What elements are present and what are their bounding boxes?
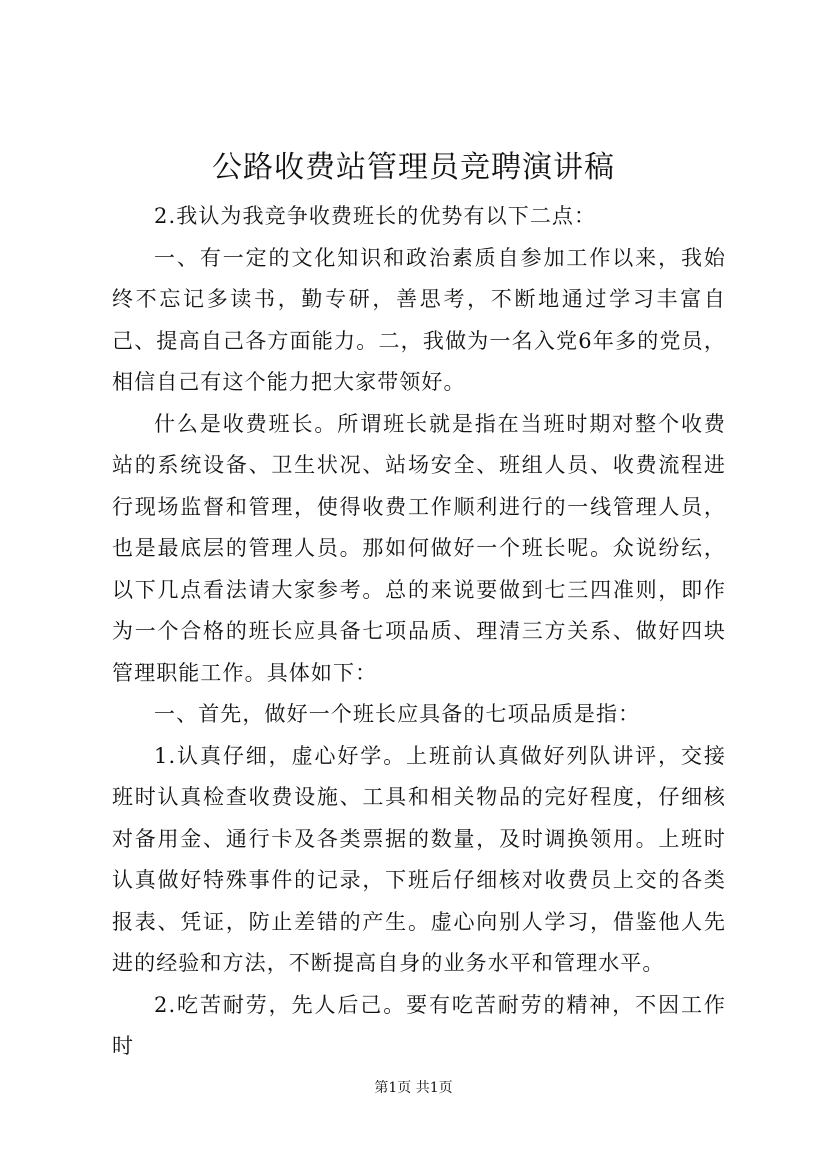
document-title: 公路收费站管理员竞聘演讲稿 (212, 150, 615, 185)
page-number-footer: 第1页 共1页 (374, 1080, 453, 1096)
paragraph: 1.认真仔细，虚心好学。上班前认真做好列队讲评，交接班时认真检查收费设施、工具和相关物品的完好程度，仔细核对备用金、通行卡及各类票据的数量，及时调换领用。上班时认真做好特殊事件的记录，下班后仔细核对收费员上交的各类报表、凭证，防止差错的产生。虚心向别人学习，借鉴他人先进的经验和方法，不断提高自身的业务水平和管理水平。 (112, 743, 726, 975)
paragraph: 什么是收费班长。所谓班长就是指在当班时期对整个收费站的系统设备、卫生状况、站场安全、班组人员、收费流程进行现场监督和管理，使得收费工作顺利进行的一线管理人员，也是最底层的管理人员。那如何做好一个班长呢。众说纷纭，以下几点看法请大家参考。总的来说要做到七三四准则，即作为一个合格的班长应具备七项品质、理清三方关系、做好四块管理职能工作。具体如下： (112, 411, 726, 685)
paragraph: 一、有一定的文化知识和政治素质自参加工作以来，我始终不忘记多读书，勤专研，善思考，不断地通过学习丰富自己、提高自己各方面能力。二，我做为一名入党6年多的党员，相信自己有这个能力把大家带领好。 (112, 245, 726, 394)
document-body (112, 196, 726, 1068)
paragraph: 一、首先，做好一个班长应具备的七项品质是指： (154, 702, 641, 726)
paragraph: 2.吃苦耐劳，先人后己。要有吃苦耐劳的精神，不因工作时 (112, 992, 726, 1058)
paragraph: 2.我认为我竞争收费班长的优势有以下二点： (154, 204, 597, 228)
